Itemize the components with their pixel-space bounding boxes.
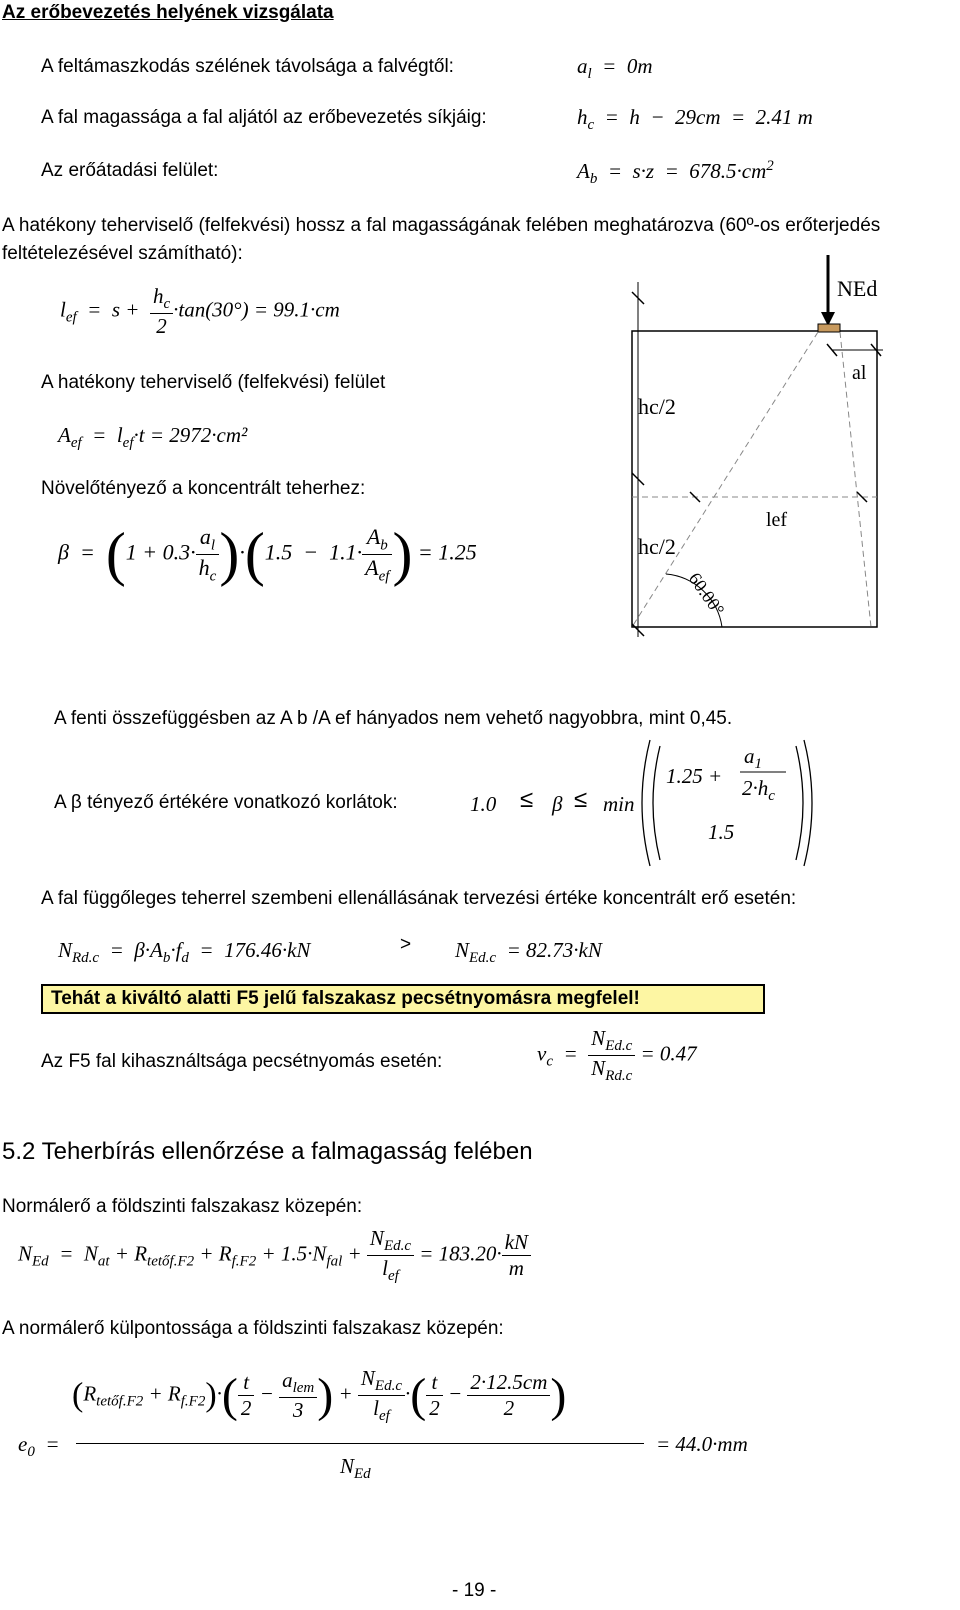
limit-lower: 1.0 xyxy=(470,792,497,816)
ratio-note: A fenti összefüggésben az A b /A ef hányados nem vehető nagyobbra, mint 0,45. xyxy=(54,708,733,729)
ned-label: NEd xyxy=(837,276,878,301)
tan-term: tan(30°) xyxy=(178,297,249,322)
al-label: al xyxy=(852,362,867,384)
ecc-fraction-bar xyxy=(76,1443,644,1444)
aef-label: A hatékony teherviselő (felfekvési) felület xyxy=(41,372,386,393)
limit-min: min xyxy=(603,792,635,816)
angle-label: 60.00° xyxy=(684,568,729,620)
ecc-lhs: $e_0$ = xyxy=(18,1432,60,1461)
bearing-area-formula: $A_b = s\cdot z = 678.5\cdot cm^2$ xyxy=(577,158,774,188)
beta-formula: β = (1 + 0.3· $\frac{a_l}{h_c}$ )·(1.5 − 1.1· $\frac{A_b}{A_{ef}}$ ) = 1.25 xyxy=(58,521,477,587)
wall-height-label: A fal magassága a fal aljától az erőbevezetés síkjáig: xyxy=(41,107,487,128)
ned-formula: $N_{Ed.c} = 82.73\cdot kN$ xyxy=(455,938,602,967)
min-option-2: 1.5 xyxy=(708,820,735,844)
limit-le-2: ≤ xyxy=(574,786,588,813)
eccentricity-result: = 44.0·mm xyxy=(656,1432,748,1456)
wall-outline xyxy=(632,331,877,627)
wall-height-formula: $h_c = h - 29cm = 2.41$ m xyxy=(577,105,813,134)
section-2-title: 5.2 Teherbírás ellenőrzése a falmagasság felében xyxy=(2,1138,533,1165)
min-option-1-denominator: $2\cdot h_c$ xyxy=(742,776,775,805)
support-distance-formula: $a_l = 0m$ xyxy=(577,54,653,83)
bearing-area-label: Az erőátadási felület: xyxy=(41,160,219,181)
limit-le-1: ≤ xyxy=(520,786,534,813)
ecc-numerator: $(R_{tetőf.F2} + R_{f.F2})\cdot$( $\frac{t}{2}$ − $\frac{a_{lem}}{3}$ ) + $\frac{N_{Ed.c}}{l_{ef}}$ ·( $\frac{t}{2}$ − $\frac{2\cdot 12.5cm}{2}$ ) xyxy=(72,1366,567,1425)
min-brackets xyxy=(636,738,816,868)
section-title: Az erőbevezetés helyének vizsgálata xyxy=(2,2,334,23)
conclusion-box: Tehát a kiváltó alatti F5 jelű falszakasz pecsétnyomásra megfelel! xyxy=(41,984,765,1014)
lef-label: lef xyxy=(766,509,788,531)
normal-force-label: Normálerő a földszinti falszakasz közepén: xyxy=(2,1196,363,1217)
lef-result: = 99.1·cm xyxy=(253,297,340,322)
lef-formula: $l_{ef} = s$ + $\frac{h_c}{2}$ ·tan(30°) = 99.1·cm xyxy=(60,284,340,339)
limits-label: A β tényező értékére vonatkozó korlátok: xyxy=(54,792,398,813)
utilisation-formula: $\nu_c$ = $\frac{N_{Ed.c}}{N_{Rd.c}}$ = 0.47 xyxy=(537,1026,697,1085)
beta-label: Növelőtényező a koncentrált teherhez: xyxy=(41,478,366,499)
hc-half-top-label: hc/2 xyxy=(638,394,676,419)
load-spread-diagram xyxy=(596,252,936,647)
utilisation-result: = 0.47 xyxy=(640,1041,697,1066)
beta-result: = 1.25 xyxy=(417,539,477,565)
min-option-1: 1.25 + xyxy=(666,764,723,788)
normal-unit-bottom: m xyxy=(508,1256,524,1281)
page-number: - 19 - xyxy=(452,1580,497,1601)
bearing-plate xyxy=(818,324,840,332)
aef-formula: $A_{ef} = l_{ef}\cdot t = 2972\cdot cm^2$ xyxy=(58,423,248,452)
spread-line-left xyxy=(632,332,818,627)
limit-beta: β xyxy=(552,792,563,816)
nrd-formula: $N_{Rd.c} = \beta\cdot A_b\cdot f_d = 176.46\cdot kN$ xyxy=(58,938,311,967)
greater-than: > xyxy=(400,934,412,955)
aef-result: = 2972·cm² xyxy=(149,423,248,447)
normal-unit-top: kN xyxy=(502,1230,531,1256)
utilisation-label: Az F5 fal kihasználtsága pecsétnyomás esetén: xyxy=(41,1051,443,1072)
eccentricity-label: A normálerő külpontossága a földszinti falszakasz közepén: xyxy=(2,1318,504,1339)
normal-force-formula: $N_{Ed} = N_{at} + R_{tetőf.F2} + R_{f.F2} + 1.5\cdot N_{fal}$ + $\frac{N_{Ed.c}}{l_{ef}}$ = 183.20· $\frac{kN}{m}$ xyxy=(18,1226,531,1285)
min-option-1-numerator: $a_1$ xyxy=(744,744,762,773)
support-distance-label: A feltámaszkodás szélének távolsága a falvégtől: xyxy=(41,56,454,77)
normal-force-result: = 183.20· xyxy=(419,1241,502,1266)
ecc-denominator: $N_{Ed}$ xyxy=(340,1454,371,1483)
lef-paragraph: A hatékony teherviselő (felfekvési) hossz a fal magasságának felében meghatározva (60º-os erőterjedés feltételezésével számítható): xyxy=(2,215,881,264)
nrd-label: A fal függőleges teherrel szembeni ellenállásának tervezési értéke koncentrált erő esetén: xyxy=(41,888,797,909)
hc-half-bottom-label: hc/2 xyxy=(638,534,676,559)
